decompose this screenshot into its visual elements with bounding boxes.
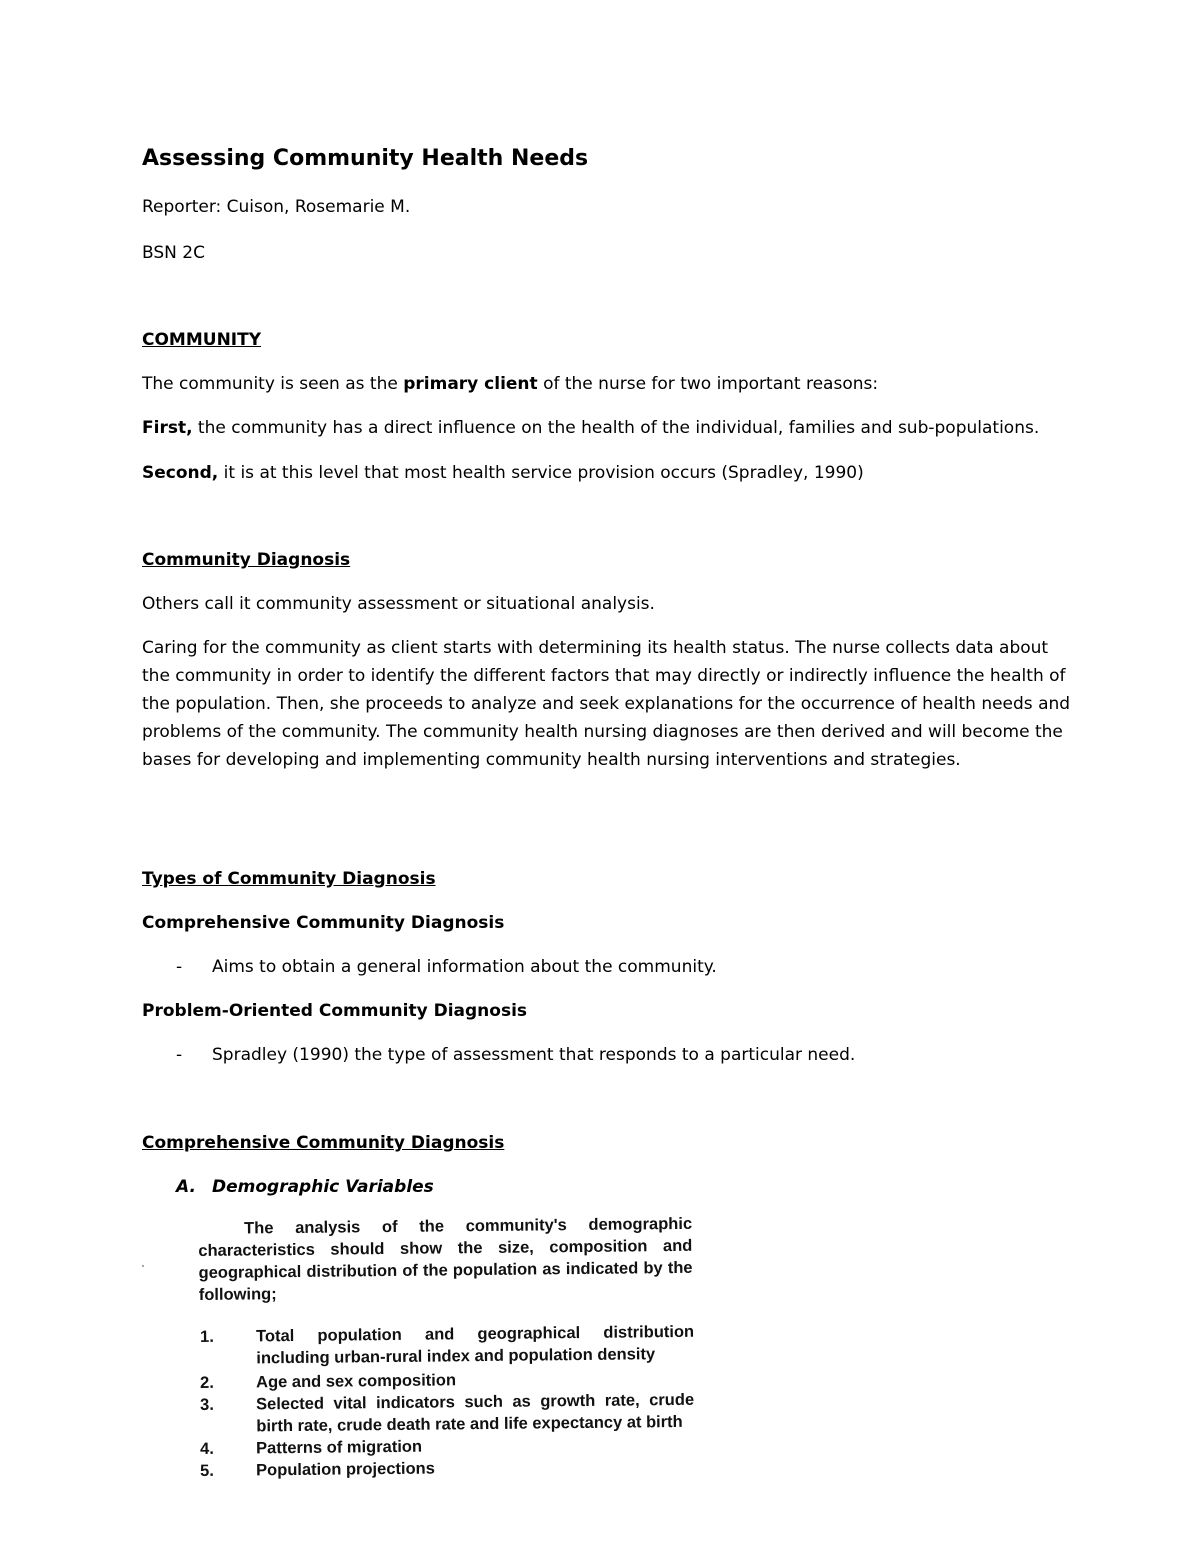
community-second-reason [142, 463, 864, 483]
diagnosis-line1: Others call it community assessment or situational analysis. [142, 594, 655, 614]
list-item-number: 1. [200, 1327, 214, 1346]
first-text: the community has a direct influence on the health of the individual, families and sub-populations. [192, 418, 1040, 438]
subsection-label: A. [176, 1177, 196, 1197]
list-item-text: Patterns of migration [256, 1437, 423, 1458]
comprehensive-heading: Comprehensive Community Diagnosis [142, 1133, 505, 1153]
scan-speck [142, 1265, 144, 1267]
community-first-reason [142, 418, 1039, 438]
list-item-text: Population projections [256, 1459, 435, 1480]
diagnosis-paragraph: Caring for the community as client starts with determining its health status. The nurse collects data about the community in order to identify the different factors that may directly or indirectly influence the health of the population. Then, she proceeds to analyze and seek explanations for the occurrence of health needs and problems of the community. The community health nursing diagnoses are then derived and will become the bases for developing and implementing community health nursing interventions and strategies. [142, 638, 1071, 770]
list-item [200, 1321, 700, 1368]
community-intro [142, 374, 878, 394]
diagnosis-heading: Community Diagnosis [142, 550, 351, 570]
comprehensive-type-title: Comprehensive Community Diagnosis [142, 913, 505, 933]
subsection-title: Demographic Variables [212, 1177, 434, 1197]
list-item-text: Selected vital indicators such as growth rate, crude birth rate, crude death rate and life expectancy at birth [256, 1390, 695, 1436]
community-intro-post: of the nurse for two important reasons: [537, 374, 879, 394]
scanned-paragraph-text: The analysis of the community's demographic characteristics should show the size, composition and geographical distribution of the population as indicated by the following; [198, 1214, 693, 1304]
list-item-number: 2. [200, 1373, 214, 1392]
bullet-dash: - [176, 1045, 183, 1065]
second-text: it is at this level that most health service provision occurs (Spradley, 1990) [218, 463, 864, 483]
problem-type-bullet: Spradley (1990) the type of assessment that responds to a particular need. [212, 1045, 856, 1065]
community-intro-bold: primary client [403, 374, 538, 394]
class-section: BSN 2C [142, 243, 205, 263]
list-item-number: 3. [200, 1395, 214, 1414]
types-heading: Types of Community Diagnosis [142, 869, 436, 889]
problem-type-title: Problem-Oriented Community Diagnosis [142, 1001, 528, 1021]
list-item-text: Age and sex composition [256, 1371, 457, 1392]
scanned-paragraph [198, 1213, 693, 1306]
first-label: First, [142, 418, 193, 438]
comprehensive-type-bullet: Aims to obtain a general information about the community. [212, 957, 717, 977]
reporter-line: Reporter: Cuison, Rosemarie M. [142, 197, 411, 217]
document-title: Assessing Community Health Needs [142, 146, 589, 171]
community-intro-pre: The community is seen as the [142, 374, 404, 394]
list-item-number: 4. [200, 1439, 214, 1458]
bullet-dash: - [176, 957, 183, 977]
second-label: Second, [142, 463, 219, 483]
community-heading: COMMUNITY [142, 330, 262, 350]
list-item-number: 5. [200, 1461, 214, 1480]
list-item-text: Total population and geographical distribution including urban-rural index and population density [256, 1322, 695, 1368]
